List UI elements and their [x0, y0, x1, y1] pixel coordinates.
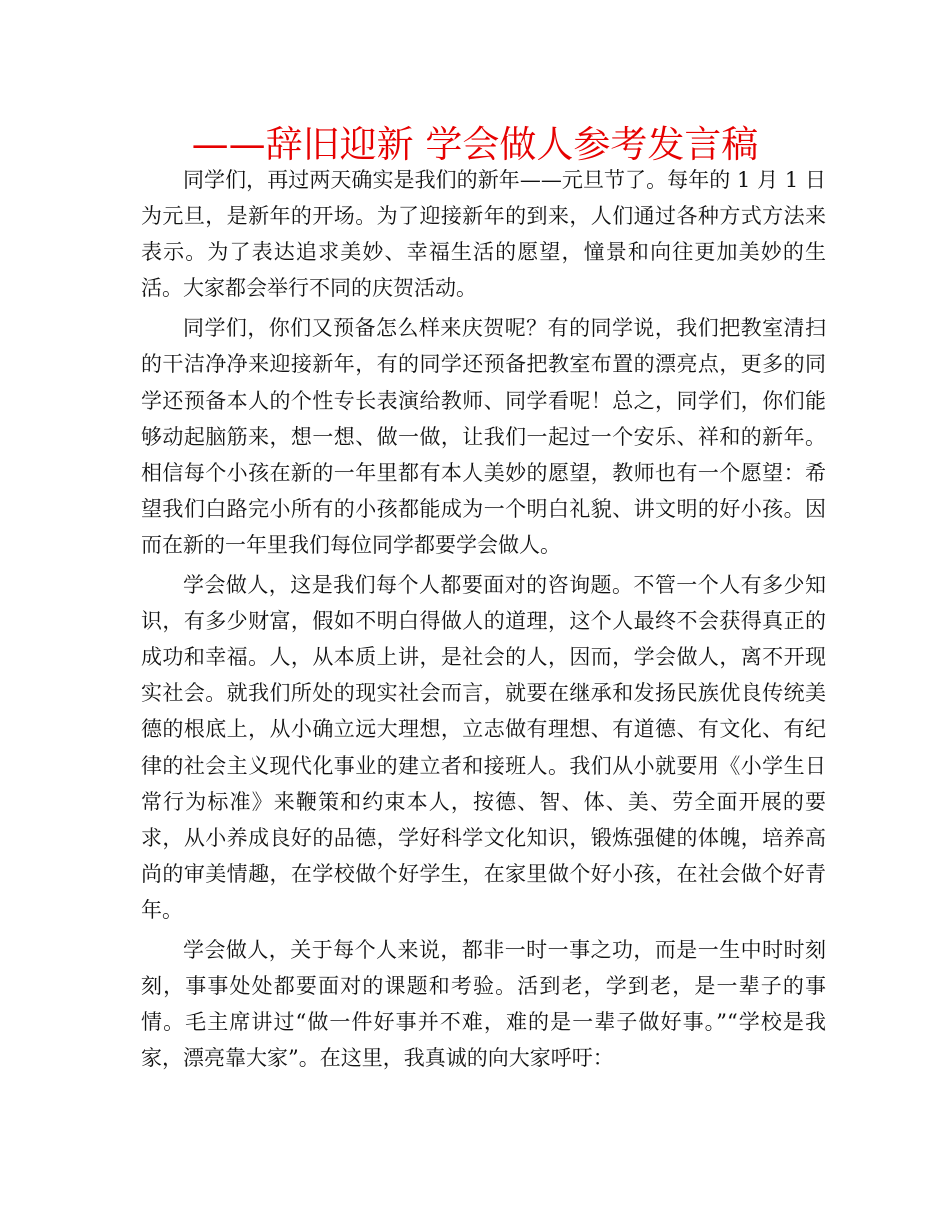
paragraph-2: 同学们，你们又预备怎么样来庆贺呢？有的同学说，我们把教室清扫的干洁净净来迎接新年，有的同学还预备把教室布置的漂亮点，更多的同学还预备本人的个性专长表演给教师、同学看呢！总之，同学们，你们能够动起脑筋来，想一想、做一做，让我们一起过一个安乐、祥和的新年。相信每个小孩在新的一年里都有本人美妙的愿望，教师也有一个愿望：希望我们白路完小所有的小孩都能成为一个明白礼貌、讲文明的好小孩。因而在新的一年里我们每位同学都要学会做人。	[141, 316, 826, 557]
paragraph-1: 同学们，再过两天确实是我们的新年——元旦节了。每年的 1 月 1 日为元旦，是新年的开场。为了迎接新年的到来，人们通过各种方式方法来表示。为了表达追求美妙、幸福生活的愿望，憧景和向往更加美妙的生活。大家都会举行不同的庆贺活动。	[141, 168, 826, 301]
document-title: ——辞旧迎新 学会做人参考发言稿	[191, 123, 759, 166]
paragraph-4: 学会做人，关于每个人来说，都非一时一事之功，而是一生中时时刻刻，事事处处都要面对的课题和考验。活到老，学到老，是一辈子的事情。毛主席讲过“做一件好事并不难，难的是一辈子做好事。”“学校是我家，漂亮靠大家”。在这里，我真诚的向大家呼吁：	[141, 937, 826, 1071]
document-body	[141, 162, 826, 1080]
paragraph-3: 学会做人，这是我们每个人都要面对的咨询题。不管一个人有多少知识，有多少财富，假如不明白得做人的道理，这个人最终不会获得真正的成功和幸福。人，从本质上讲，是社会的人，因而，学会做人，离不开现实社会。就我们所处的现实社会而言，就要在继承和发扬民族优良传统美德的根底上，从小确立远大理想，立志做有理想、有道德、有文化、有纪律的社会主义现代化事业的建立者和接班人。我们从小就要用《小学生日常行为标准》来鞭策和约束本人，按德、智、体、美、劳全面开展的要求，从小养成良好的品德，学好科学文化知识，锻炼强健的体魄，培养高尚的审美情趣，在学校做个好学生，在家里做个好小孩，在社会做个好青年。	[141, 573, 826, 922]
